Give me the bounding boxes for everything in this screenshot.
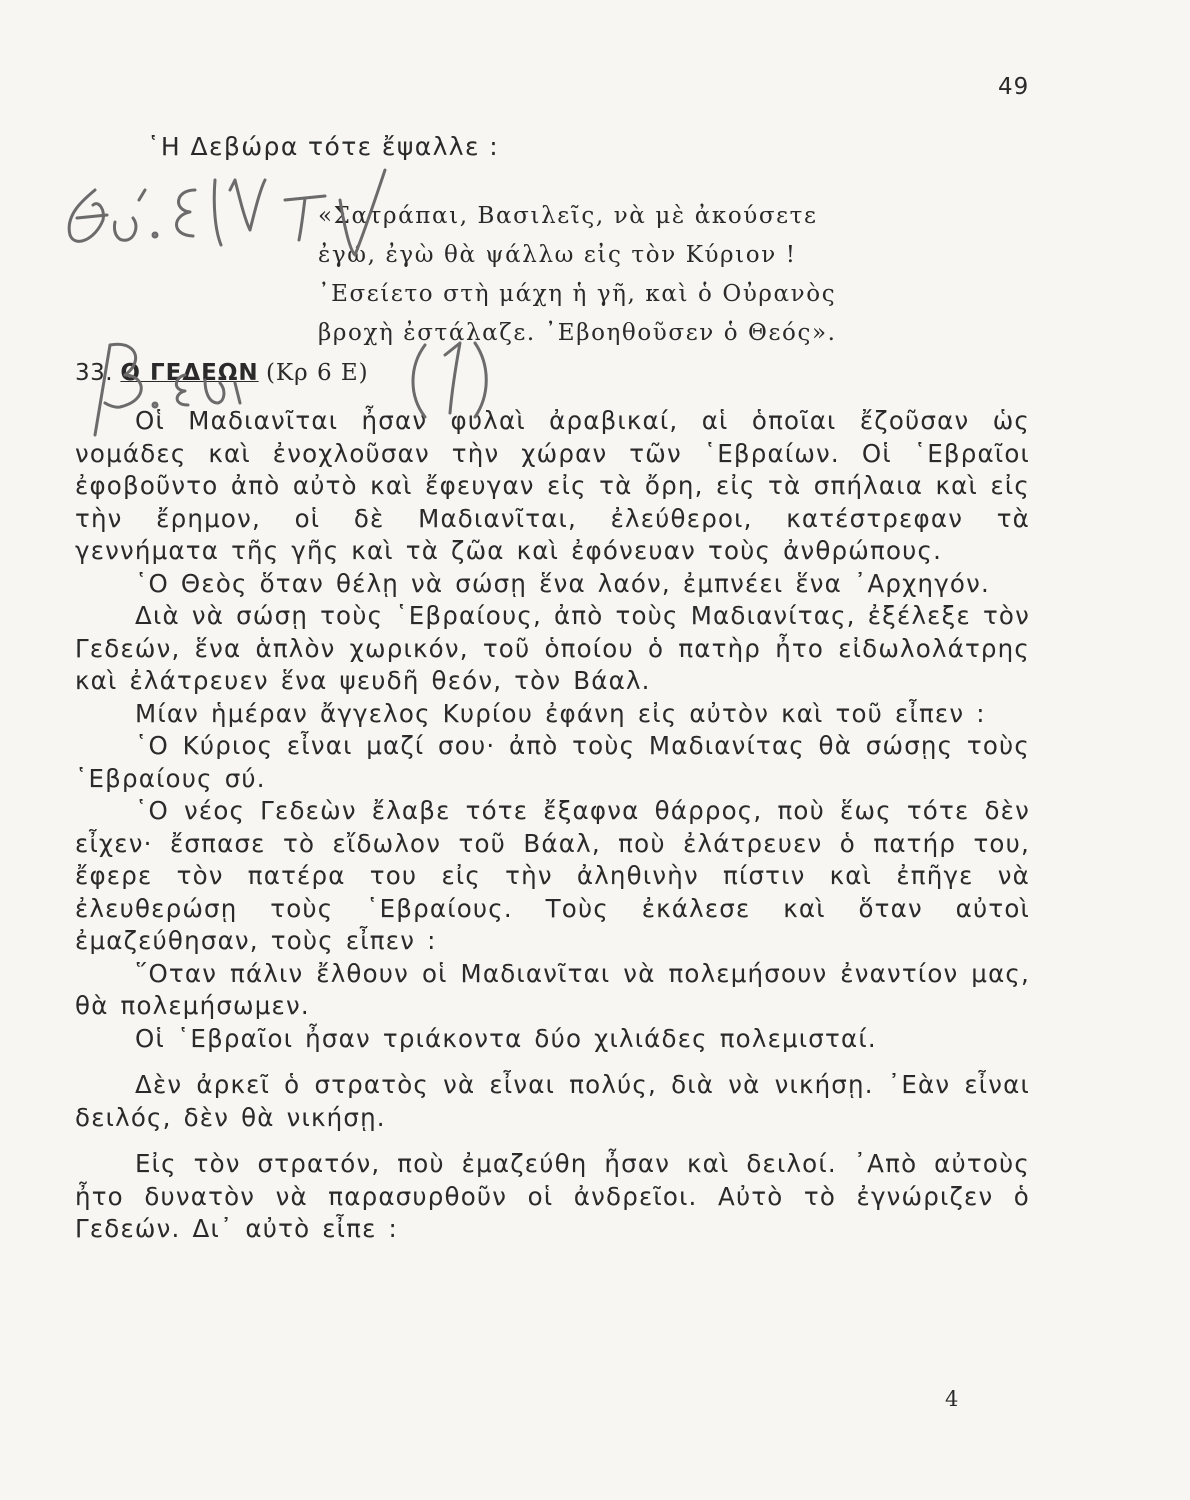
section-number: 33. [75, 360, 114, 386]
paragraph: Μίαν ἡμέραν ἄγγελος Κυρίου ἐφάνη εἰς αὐτὸν καὶ τοῦ εἶπεν : [135, 698, 986, 728]
poem-line: ἐγώ, ἐγὼ θὰ ψάλλω εἰς τὸν Κύριον ! [318, 242, 797, 268]
section-reference: (Κρ 6 Ε) [265, 360, 369, 386]
poem-line: «Σατράπαι, Βασιλεῖς, νὰ μὲ ἀκούσετε [318, 203, 818, 229]
paragraph: Διὰ νὰ σώσῃ τοὺς ῾Εβραίους, ἀπὸ τοὺς Μαδιανίτας, ἐξέλεξε τὸν Γεδεών, ἕνα ἁπλὸν χωρικόν, τοῦ ὁποίου ὁ πατὴρ ἦτο εἰδωλολάτρης καὶ ἐλάτρευεν ἕνα ψευδῆ θεόν, τὸν Βάαλ. [75, 601, 1030, 695]
paragraph: Δὲν ἀρκεῖ ὁ στρατὸς νὰ εἶναι πολύς, διὰ νὰ νικήσῃ. ᾿Εὰν εἶναι δειλός, δὲν θὰ νικήσῃ. [75, 1070, 1030, 1132]
signature-mark: 4 [945, 1387, 959, 1411]
paragraph: Εἰς τὸν στρατόν, ποὺ ἐμαζεύθη ἦσαν καὶ δειλοί. ᾿Απὸ αὐτοὺς ἦτο δυνατὸν νὰ παρασυρθοῦν οἱ ἀνδρεῖοι. Αὐτὸ τὸ ἐγνώριζεν ὁ Γεδεών. Δι᾿ αὐτὸ εἶπε : [75, 1149, 1030, 1243]
body-text [75, 405, 1030, 1246]
paragraph: ῾Ο Κύριος εἶναι μαζί σου· ἀπὸ τοὺς Μαδιανίτας θὰ σώσῃς τοὺς ῾Εβραίους σύ. [75, 731, 1030, 793]
poem-block [318, 197, 837, 353]
section-heading [75, 360, 369, 386]
paragraph: ῾Ο νέος Γεδεὼν ἔλαβε τότε ἔξαφνα θάρρος, ποὺ ἕως τότε δὲν εἶχεν· ἔσπασε τὸ εἴδωλον τοῦ Βάαλ, ποὺ ἐλάτρευεν ὁ πατήρ του, ἔφερε τὸν πατέρα του εἰς τὴν ἀληθινὴν πίστιν καὶ ἐπῆγε νὰ ἐλευθερώσῃ τοὺς ῾Εβραίους. Τοὺς ἐκάλεσε καὶ ὅταν αὐτοὶ ἐμαζεύθησαν, τοὺς εἶπεν : [75, 796, 1030, 955]
paragraph: ῾Ο Θεὸς ὅταν θέλῃ νὰ σώσῃ ἕνα λαόν, ἐμπνέει ἕνα ᾿Αρχηγόν. [135, 568, 990, 598]
section-title: Ο ΓΕΔΕΩΝ [120, 360, 259, 386]
paragraph: ῞Οταν πάλιν ἔλθουν οἱ Μαδιανῖται νὰ πολεμήσουν ἐναντίον μας, θὰ πολεμήσωμεν. [75, 958, 1030, 1020]
page-number: 49 [998, 74, 1030, 100]
poem-line: ᾿Εσείετο στὴ μάχη ἡ γῆ, καὶ ὁ Οὐρανὸς [318, 281, 837, 307]
paragraph: Οἱ ῾Εβραῖοι ἦσαν τριάκοντα δύο χιλιάδες πολεμισταί. [135, 1023, 877, 1053]
poem-line: βροχὴ ἐστάλαζε. ᾿Εβοηθοῦσεν ὁ Θεός». [318, 320, 837, 346]
paragraph: Οἱ Μαδιανῖται ἦσαν φυλαὶ ἀραβικαί, αἱ ὁποῖαι ἔζοῦσαν ὡς νομάδες καὶ ἐνοχλοῦσαν τὴν χώραν τῶν ῾Εβραίων. Οἱ ῾Εβραῖοι ἐφοβοῦντο ἀπὸ αὐτὸ καὶ ἔφευγαν εἰς τὰ ὄρη, εἰς τὰ σπήλαια καὶ εἰς τὴν ἔρημον, οἱ δὲ Μαδιανῖται, ἐλεύθεροι, κατέστρεφαν τὰ γεννήματα τῆς γῆς καὶ τὰ ζῶα καὶ ἐφόνευαν τοὺς ἀνθρώπους. [75, 406, 1030, 565]
intro-line: ῾Η Δεβώρα τότε ἔψαλλε : [147, 132, 500, 161]
